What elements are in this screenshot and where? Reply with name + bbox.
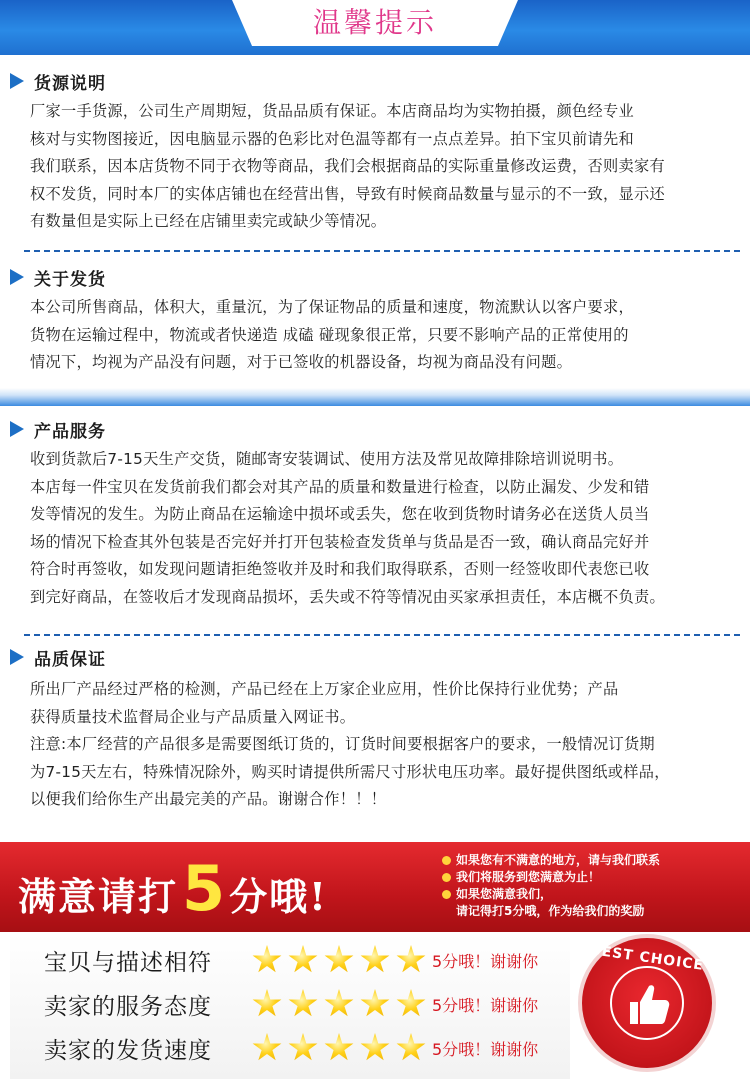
text-line: 本店每一件宝贝在发货前我们都会对其产品的质量和数量进行检查，以防止漏发、少发和错 [30, 477, 650, 496]
text-line: 有数量但是实际上已经在店铺里卖完或缺少等情况。 [30, 212, 387, 230]
dashed-divider [24, 250, 740, 252]
section-heading-shipping [10, 264, 106, 290]
star-icon [252, 989, 282, 1019]
section-text-quality [30, 676, 730, 814]
arrow-right-icon [10, 269, 24, 285]
text-line: 为7-15天左右，特殊情况除外，购买时请提供所需尺寸形状电压功率。最好提供图纸或样品， [30, 762, 670, 781]
badge-text: BEST CHOICE [589, 942, 705, 974]
rating-row [10, 940, 570, 980]
speech-bubble-icon [442, 890, 451, 899]
star-icon [360, 1033, 390, 1063]
text-line: 注意:本厂经营的产品很多是需要图纸订货的，订货时间要根据客户的要求，一般情况订货期 [30, 735, 655, 753]
best-choice-badge [578, 934, 716, 1072]
text-line: 核对与实物图接近，因电脑显示器的色彩比对色温等都有一点点差异。拍下宝贝前请先和 [30, 129, 635, 148]
header-bar [0, 0, 750, 55]
star-icon [252, 1033, 282, 1063]
text-line: 获得质量技术监督局企业与产品质量入网证书。 [30, 707, 356, 726]
section-heading-quality [10, 644, 106, 670]
note-line: 我们将服务到您满意为止！ [456, 870, 601, 884]
slogan-suffix: 分哦! [229, 874, 328, 919]
text-line: 我们联系，因本店货物不同于衣物等商品，我们会根据商品的实际重量修改运费，否则卖家有 [30, 157, 665, 175]
note-line: 请记得打5分哦，作为给我们的奖励 [456, 904, 645, 918]
page-title: 温馨提示 [312, 6, 437, 39]
text-line: 符合时再签收，如发现问题请拒绝签收并及时和我们取得联系，否则一经签收即代表您已收 [30, 560, 650, 578]
text-line: 所出厂产品经过严格的检测，产品已经在上万家企业应用，性价比保持行业优势；产品 [30, 680, 619, 698]
arrow-right-icon [10, 73, 24, 89]
section-title: 品质保证 [34, 649, 106, 670]
star-rating [252, 989, 432, 1019]
banner-slogan [18, 852, 328, 925]
rating-label: 宝贝与描述相符 [44, 949, 212, 976]
rating-label: 卖家的服务态度 [44, 993, 212, 1020]
section-text-service [30, 446, 730, 611]
text-line: 收到货款后7-15天生产交货，随邮寄安装调试、使用方法及常见故障排除培训说明书。 [30, 450, 624, 468]
slogan-prefix: 满意请打 [18, 874, 179, 919]
rating-note: 5分哦！谢谢你 [432, 1039, 539, 1059]
slogan-number: 5 [182, 852, 226, 925]
banner-notes [442, 852, 742, 920]
star-icon [360, 989, 390, 1019]
thumbs-up-icon [622, 978, 674, 1030]
rating-note: 5分哦！谢谢你 [432, 951, 539, 971]
text-line: 本公司所售商品，体积大，重量沉，为了保证物品的质量和速度，物流默认以客户要求， [30, 298, 635, 316]
star-icon [324, 989, 354, 1019]
text-line: 情况下，均视为产品没有问题，对于已签收的机器设备，均视为商品没有问题。 [30, 353, 573, 371]
arrow-right-icon [10, 649, 24, 665]
banner-header [0, 842, 750, 932]
star-icon [360, 945, 390, 975]
section-separator [0, 388, 750, 406]
star-icon [396, 989, 426, 1019]
text-line: 到完好商品，在签收后才发现商品损坏，丢失或不符等情况由买家承担责任，本店概不负责。 [30, 587, 665, 606]
text-line: 发等情况的发生。为防止商品在运输途中损坏或丢失，您在收到货物时请务必在送货人员当 [30, 505, 650, 523]
star-icon [288, 989, 318, 1019]
rating-panel [10, 934, 570, 1079]
rating-row [10, 1028, 570, 1068]
text-line: 货物在运输过程中，物流或者快递造 成磕 碰现象很正常，只要不影响产品的正常使用的 [30, 325, 629, 344]
section-title: 关于发货 [34, 269, 106, 290]
star-icon [324, 1033, 354, 1063]
star-icon [288, 1033, 318, 1063]
section-heading-service [10, 416, 106, 442]
section-text-supply [30, 98, 730, 236]
text-line: 以便我们给你生产出最完美的产品。谢谢合作！！！ [30, 790, 387, 808]
star-icon [396, 1033, 426, 1063]
section-title: 货源说明 [34, 73, 106, 94]
star-rating [252, 1033, 432, 1063]
text-line: 厂家一手货源，公司生产周期短，货品品质有保证。本店商品均为实物拍摄，颜色经专业 [30, 102, 635, 120]
dashed-divider [24, 634, 740, 636]
section-title: 产品服务 [34, 421, 106, 442]
rating-label: 卖家的发货速度 [44, 1037, 212, 1064]
section-heading-supply [10, 68, 106, 94]
star-icon [252, 945, 282, 975]
section-text-shipping [30, 294, 730, 377]
rating-note: 5分哦！谢谢你 [432, 995, 539, 1015]
arrow-right-icon [10, 421, 24, 437]
star-icon [288, 945, 318, 975]
speech-bubble-icon [442, 856, 451, 865]
rating-banner [0, 842, 750, 1085]
note-line: 如果您有不满意的地方，请与我们联系 [456, 853, 661, 867]
text-line: 权不发货，同时本厂的实体店铺也在经营出售，导致有时候商品数量与显示的不一致，显示还 [30, 184, 665, 203]
star-icon [324, 945, 354, 975]
star-rating [252, 945, 432, 975]
star-icon [396, 945, 426, 975]
text-line: 场的情况下检查其外包装是否完好并打开包装检查发货单与货品是否一致，确认商品完好并 [30, 532, 650, 551]
note-line: 如果您满意我们， [456, 887, 553, 901]
rating-row [10, 984, 570, 1024]
speech-bubble-icon [442, 873, 451, 882]
